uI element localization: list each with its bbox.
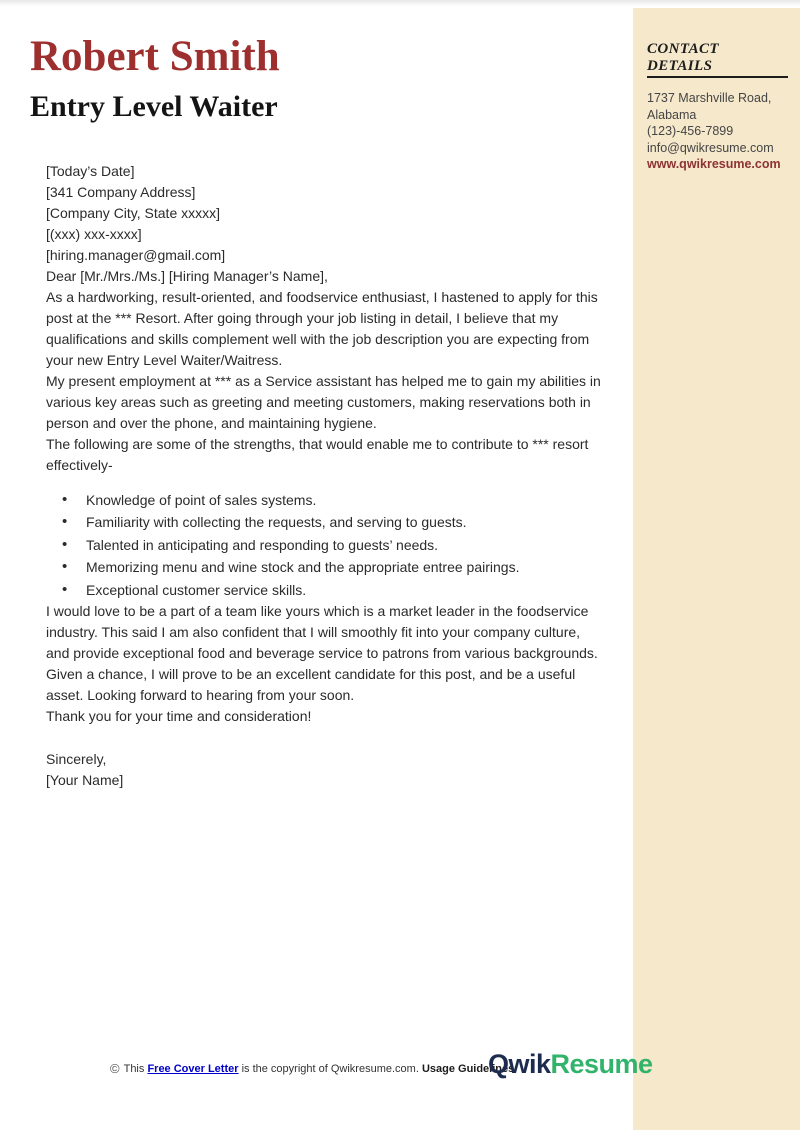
- contact-address-line2: Alabama: [647, 107, 697, 122]
- copyright-icon: ©: [110, 1061, 120, 1076]
- logo-text-qwik: Qwik: [488, 1049, 551, 1079]
- company-address-line: [(xxx) xxx-xxxx]: [46, 226, 142, 242]
- strength-item: • Knowledge of point of sales systems.: [46, 489, 603, 511]
- letter-paragraph: As a hardworking, result-oriented, and foodservice enthusiast, I hastened to apply for this post at the *** Resort. After going through your job listing in detail, I believe that my qualifications and skills complement well with the job description you are expecting from your new Entry Level Waiter/Waitress.: [46, 289, 598, 368]
- copyright-line: [110, 1061, 514, 1076]
- contact-details-heading: CONTACT DETAILS: [647, 41, 788, 78]
- strength-item: • Talented in anticipating and responding to guests’ needs.: [46, 534, 603, 556]
- thank-you-line: Thank you for your time and consideration!: [46, 708, 312, 725]
- applicant-job-title: Entry Level Waiter: [30, 90, 278, 123]
- salutation: Dear [Mr./Mrs./Ms.] [Hiring Manager’s Name],: [46, 268, 328, 284]
- letter-paragraph: My present employment at *** as a Service assistant has helped me to gain my abilities in various key areas such as greeting and meeting customers, making reservations both in person and over the phone, and maintaining hygiene.: [46, 373, 601, 431]
- qwikresume-logo: [488, 1049, 653, 1080]
- contact-email: info@qwikresume.com: [647, 140, 774, 155]
- contact-website-link[interactable]: www.qwikresume.com: [647, 157, 781, 171]
- letter-body: [46, 161, 603, 791]
- company-address-line: [hiring.manager@gmail.com]: [46, 247, 226, 263]
- copyright-prefix: This: [123, 1063, 148, 1075]
- logo-text-resume: Resume: [550, 1049, 653, 1079]
- letter-paragraph: Given a chance, I will prove to be an excellent candidate for this post, and be a useful asset. Looking forward to hearing from your soon.: [46, 666, 576, 704]
- copyright-middle: is the copyright of Qwikresume.com.: [238, 1063, 422, 1075]
- strength-item: • Memorizing menu and wine stock and the appropriate entree pairings.: [46, 556, 603, 578]
- signoff-block: [46, 749, 603, 791]
- contact-address-line1: 1737 Marshville Road,: [647, 91, 772, 105]
- free-cover-letter-link[interactable]: Free Cover Letter: [147, 1063, 239, 1075]
- letter-paragraph: I would love to be a part of a team like yours which is a market leader in the foodservice industry. This said I am also confident that I will smoothly fit into your company culture, and provide exceptional food and beverage service to patrons from various backgrounds.: [46, 603, 598, 662]
- letter-paragraph: The following are some of the strengths, that would enable me to contribute to *** resort effectively-: [46, 436, 589, 473]
- company-address-line: [341 Company Address]: [46, 184, 196, 200]
- strength-item: • Familiarity with collecting the requests, and serving to guests.: [46, 511, 603, 533]
- company-address-line: [Company City, State xxxxx]: [46, 205, 221, 221]
- contact-phone: (123)-456-7899: [647, 124, 734, 138]
- applicant-name: Robert Smith: [30, 33, 280, 80]
- strength-item: • Exceptional customer service skills.: [46, 579, 603, 601]
- signoff: Sincerely,: [46, 751, 107, 768]
- usage-guidelines-link[interactable]: Usage Guidelines: [421, 1063, 515, 1075]
- date-placeholder: [Today’s Date]: [46, 163, 135, 179]
- company-address-block: [46, 182, 603, 266]
- strengths-list: [46, 489, 603, 601]
- contact-sidebar: [633, 8, 800, 1130]
- signature-placeholder: [Your Name]: [46, 772, 124, 789]
